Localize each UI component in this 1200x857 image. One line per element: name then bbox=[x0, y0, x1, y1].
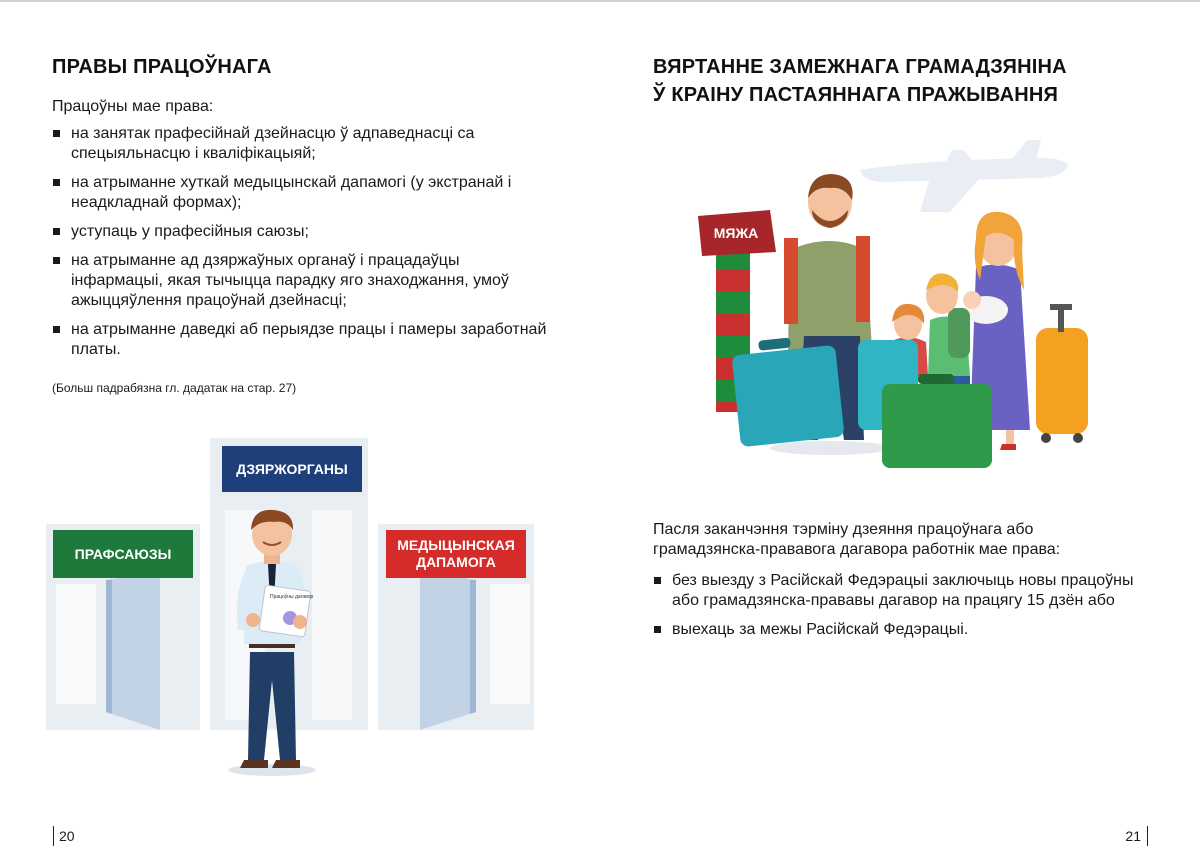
right-heading-line2: Ў КРАІНУ ПАСТАЯННАГА ПРАЖЫВАННЯ bbox=[653, 84, 1059, 106]
appendix-note: (Больш падрабязна гл. дадатак на стар. 27) bbox=[52, 381, 297, 395]
list-item: на атрыманне даведкі аб перыядзе працы і памеры заработнай платы. bbox=[52, 320, 552, 360]
page-number-left: 20 bbox=[53, 826, 75, 846]
right-heading-line1: ВЯРТАННЕ ЗАМЕЖНАГА ГРАМАДЗЯНІНА bbox=[653, 56, 1067, 78]
list-item: выехаць за межы Расійскай Федэрацыі. bbox=[653, 620, 1143, 640]
list-item: без выезду з Расійскай Федэрацыі заключыць новы працоўны або грамадзянска-прававы дагавор на працягу 15 дзён або bbox=[653, 571, 1143, 611]
page-number-right: 21 bbox=[1125, 826, 1148, 846]
rights-list bbox=[52, 124, 552, 369]
list-item: уступаць у прафесійныя саюзы; bbox=[52, 222, 552, 242]
sign-state-bodies: ДЗЯРЖОРГАНЫ bbox=[222, 446, 362, 492]
border-sign: МЯЖА bbox=[713, 224, 759, 241]
document-title: Працоўны дагавор bbox=[270, 594, 314, 600]
return-options-list bbox=[653, 571, 1143, 649]
sign-medical-aid: МЕДЫЦЫНСКАЯ ДАПАМОГА bbox=[386, 530, 526, 578]
list-item: на атрыманне хуткай медыцынскай дапамогі (у экстранай і неадкладнай формах); bbox=[52, 173, 552, 213]
rights-intro: Працоўны мае права: bbox=[52, 98, 214, 115]
left-heading: ПРАВЫ ПРАЦОЎНАГА bbox=[52, 56, 272, 78]
list-item: на атрыманне ад дзяржаўных органаў і працадаўцы інфармацыі, якая тычыцца парадку яго знаходжання, умоў ажыццяўлення працоўнай дзейнасці; bbox=[52, 251, 552, 311]
return-paragraph: Пасля заканчэння тэрміну дзеяння працоўнага або грамадзянска-прававога дагавора работнік мае права: bbox=[653, 521, 1061, 558]
sign-trade-unions: ПРАФСАЮЗЫ bbox=[53, 530, 193, 578]
family-border-illustration bbox=[680, 140, 1120, 480]
list-item: на занятак прафесійнай дзейнасцю ў адпаведнасці са спецыяльнасцю і кваліфікацыяй; bbox=[52, 124, 552, 164]
